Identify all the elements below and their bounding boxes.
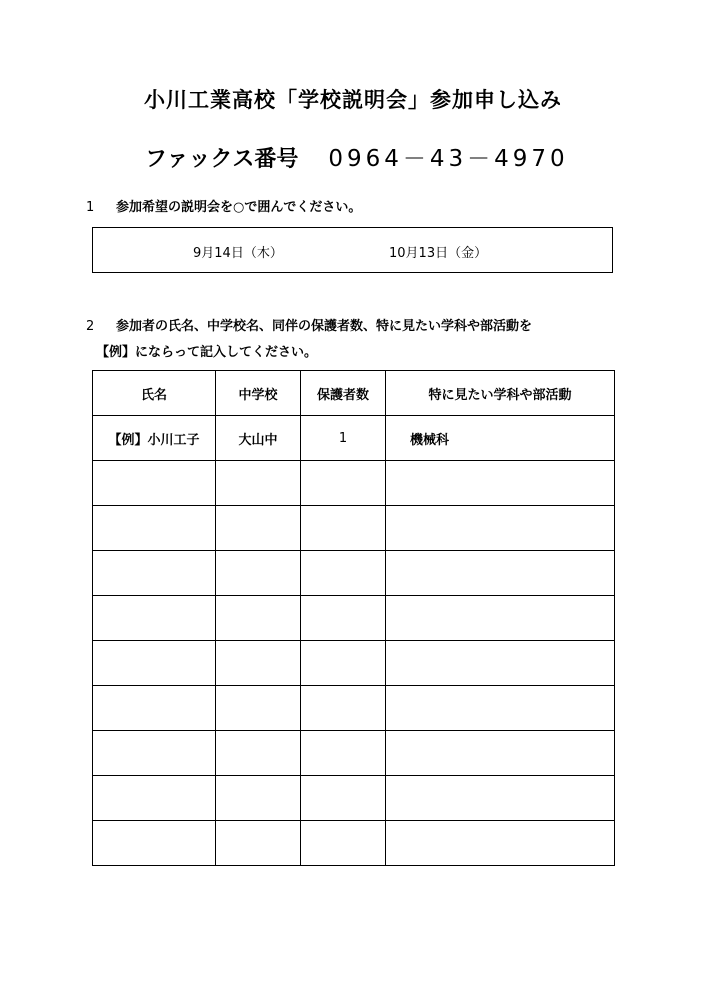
example-guardians: 1: [301, 416, 386, 461]
participant-table: [92, 370, 615, 866]
fax-line: [145, 140, 569, 173]
school-cell[interactable]: [216, 596, 301, 641]
school-cell[interactable]: [216, 821, 301, 866]
table-row: [93, 686, 615, 731]
school-cell[interactable]: [216, 551, 301, 596]
name-cell[interactable]: [93, 731, 216, 776]
guardians-cell[interactable]: [301, 776, 386, 821]
interest-cell[interactable]: [386, 461, 615, 506]
guardians-cell[interactable]: [301, 461, 386, 506]
example-row: [93, 416, 615, 461]
interest-cell[interactable]: [386, 731, 615, 776]
fax-number: 0964－43－4970: [328, 146, 569, 172]
name-cell[interactable]: [93, 596, 216, 641]
table-row: [93, 506, 615, 551]
guardians-cell[interactable]: [301, 821, 386, 866]
interest-cell[interactable]: [386, 776, 615, 821]
interest-cell[interactable]: [386, 641, 615, 686]
table-row: [93, 641, 615, 686]
section-2-text-line1: 参加者の氏名、中学校名、同伴の保護者数、特に見たい学科や部活動を: [116, 319, 533, 334]
header-guardian-count: 保護者数: [301, 371, 386, 416]
table-row: [93, 776, 615, 821]
section-2-text-line2: 【例】にならって記入してください。: [96, 345, 318, 360]
header-name: 氏名: [93, 371, 216, 416]
school-cell[interactable]: [216, 641, 301, 686]
name-cell[interactable]: [93, 776, 216, 821]
date-choice-box: [92, 227, 613, 273]
interest-cell[interactable]: [386, 686, 615, 731]
school-cell[interactable]: [216, 461, 301, 506]
table-row: [93, 596, 615, 641]
guardians-cell[interactable]: [301, 551, 386, 596]
interest-cell[interactable]: [386, 596, 615, 641]
school-cell[interactable]: [216, 686, 301, 731]
example-name: 【例】小川工子: [93, 416, 216, 461]
guardians-cell[interactable]: [301, 596, 386, 641]
interest-cell[interactable]: [386, 551, 615, 596]
name-cell[interactable]: [93, 506, 216, 551]
table-row: [93, 731, 615, 776]
header-interest: 特に見たい学科や部活動: [386, 371, 615, 416]
school-cell[interactable]: [216, 506, 301, 551]
school-cell[interactable]: [216, 731, 301, 776]
example-school: 大山中: [216, 416, 301, 461]
table-row: [93, 551, 615, 596]
name-cell[interactable]: [93, 686, 216, 731]
school-cell[interactable]: [216, 776, 301, 821]
interest-cell[interactable]: [386, 506, 615, 551]
guardians-cell[interactable]: [301, 506, 386, 551]
interest-cell[interactable]: [386, 821, 615, 866]
page-title: 小川工業高校「学校説明会」参加申し込み: [144, 88, 562, 112]
section-1-instruction: [86, 196, 361, 215]
name-cell[interactable]: [93, 551, 216, 596]
section-2-instruction: [86, 315, 532, 334]
guardians-cell[interactable]: [301, 731, 386, 776]
section-1-text: 参加希望の説明会を○で囲んでください。: [116, 200, 362, 215]
table-row: [93, 461, 615, 506]
name-cell[interactable]: [93, 461, 216, 506]
date-option-1[interactable]: 9月14日（木）: [193, 246, 283, 261]
name-cell[interactable]: [93, 641, 216, 686]
fax-label: ファックス番号: [145, 147, 299, 172]
section-1-number: 1: [86, 200, 95, 215]
name-cell[interactable]: [93, 821, 216, 866]
table-header-row: [93, 371, 615, 416]
example-interest: 機械科: [386, 416, 615, 461]
guardians-cell[interactable]: [301, 641, 386, 686]
header-junior-high: 中学校: [216, 371, 301, 416]
section-2-number: 2: [86, 319, 95, 334]
date-option-2[interactable]: 10月13日（金）: [389, 246, 488, 261]
table-row: [93, 821, 615, 866]
guardians-cell[interactable]: [301, 686, 386, 731]
